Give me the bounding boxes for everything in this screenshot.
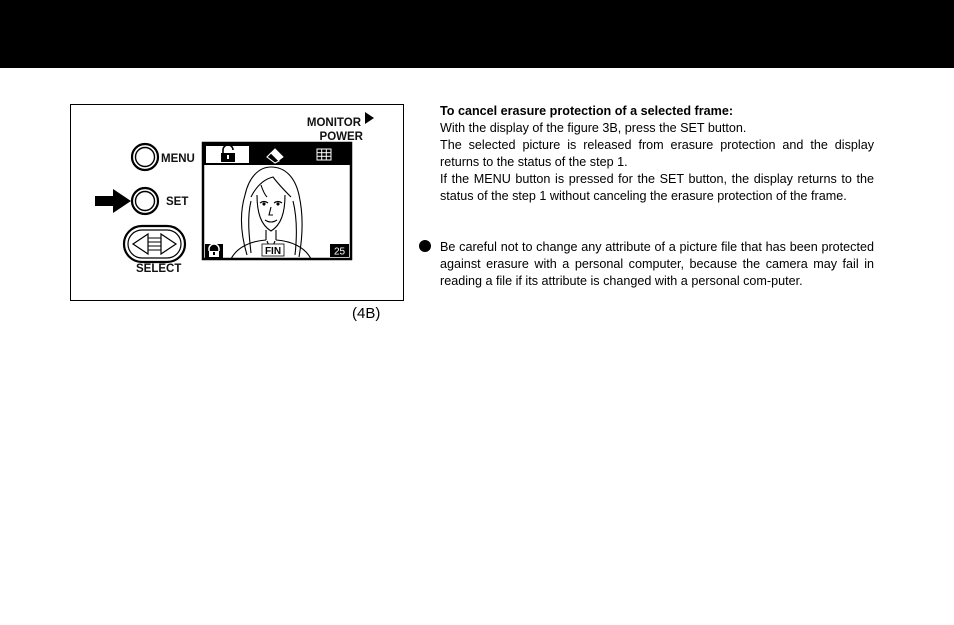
camera-figure — [70, 104, 404, 301]
monitor-label-line1: MONITOR — [306, 117, 361, 129]
menu-label: MENU — [161, 153, 195, 165]
bullet-icon — [419, 240, 431, 252]
instructions-paragraph: With the display of the figure 3B, press the SET button. — [440, 121, 747, 135]
select-label: SELECT — [136, 263, 182, 275]
lcd-screen — [203, 143, 351, 259]
select-rocker[interactable] — [124, 226, 185, 262]
frame-count: 25 — [333, 246, 346, 258]
lock-icon — [205, 244, 223, 258]
header-bar — [0, 0, 954, 68]
monitor-label-line2: POWER — [319, 131, 363, 143]
instructions — [440, 103, 874, 205]
figure-caption: (4B) — [352, 305, 381, 322]
menu-button[interactable] — [132, 144, 158, 170]
arrow-right-icon — [95, 189, 131, 213]
set-label: SET — [166, 196, 189, 208]
triangle-right-icon — [365, 112, 374, 124]
camera-illustration — [71, 105, 405, 302]
set-button[interactable] — [132, 188, 158, 214]
quality-mark: FIN — [264, 246, 282, 257]
instructions-paragraph: If the MENU button is pressed for the SET button, the display returns to the status of the step 1 without canceling the erasure protection of the frame. — [440, 172, 874, 203]
caution-note: Be careful not to change any attribute of a picture file that has been protected against erasure with a personal computer, because the camera may fail in reading a file if its attribute is changed with a personal com-puter. — [440, 240, 874, 288]
instructions-paragraph: The selected picture is released from erasure protection and the display returns to the status of the step 1. — [440, 138, 874, 169]
instructions-heading: To cancel erasure protection of a selected frame: — [440, 104, 734, 118]
